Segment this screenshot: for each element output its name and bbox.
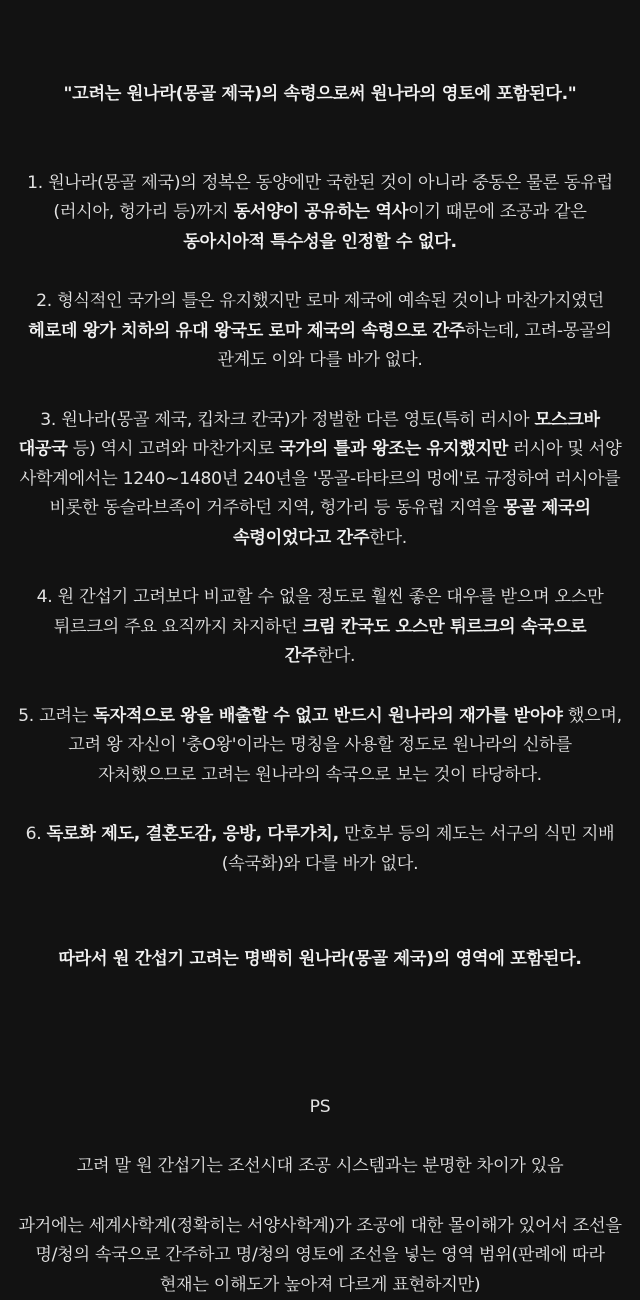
body-text: 1. 원나라(몽골 제국)의 정복은 동양에만 국한된 것이 아니라 중동은 물론 동유럽(러시아, 헝가리 등)까지 [27, 173, 613, 223]
emphasis-text: 독로화 제도, 결혼도감, 응방, 다루가치, [47, 824, 339, 844]
argument-point-2 [18, 287, 622, 376]
body-text: 하는데, 고려-몽골의 관계도 이와 다를 바가 없다. [217, 321, 611, 371]
emphasis-text: 크림 칸국도 오스만 튀르크의 속국으로 간주 [285, 617, 586, 667]
ps-line-2: 과거에는 세계사학계(정확히는 서양사학계)가 조공에 대한 몰이해가 있어서 조선을 명/청의 속국으로 간주하고 명/청의 영토에 조선을 넣는 영역 범위(판례에 따라 현재는 이해도가 높아져 다르게 표현하지만) [18, 1212, 622, 1300]
body-text: 4. 원 간섭기 고려보다 비교할 수 없을 정도로 훨씬 좋은 대우를 받으며 오스만 튀르크의 주요 요직까지 차지하던 [37, 587, 604, 637]
argument-point-5 [18, 702, 622, 791]
body-text: 6. [26, 824, 47, 844]
emphasis-text: 몽골 제국의 속령이었다고 간주 [233, 498, 591, 548]
emphasis-text: 헤로데 왕가 치하의 유대 왕국도 로마 제국의 속령으로 간주 [28, 321, 465, 341]
body-text: 이기 때문에 조공과 같은 [408, 202, 587, 222]
document-body [18, 80, 622, 1300]
body-text: 만호부 등의 제도는 서구의 식민 지배(속국화)와 다를 바가 없다. [222, 824, 615, 874]
argument-point-3 [18, 406, 622, 554]
body-text: 3. 원나라(몽골 제국, 킵차크 칸국)가 정벌한 다른 영토(특히 러시아 [40, 410, 534, 430]
body-text: 등) 역시 고려와 마찬가지로 [68, 439, 280, 459]
conclusion: 따라서 원 간섭기 고려는 명백히 원나라(몽골 제국)의 영역에 포함된다. [18, 945, 622, 975]
emphasis-text: 동서양이 공유하는 역사 [234, 202, 408, 222]
emphasis-text: 모스크바 대공국 [19, 410, 600, 460]
thesis-quote: "고려는 원나라(몽골 제국)의 속령으로써 원나라의 영토에 포함된다." [18, 80, 622, 110]
emphasis-text: 독자적으로 왕을 배출할 수 없고 반드시 원나라의 재가를 받아야 [93, 706, 562, 726]
emphasis-text: 동아시아적 특수성을 인정할 수 없다. [183, 232, 457, 252]
argument-point-6 [18, 820, 622, 879]
body-text: 한다. [317, 646, 355, 666]
emphasis-text: 국가의 틀과 왕조는 유지했지만 [279, 439, 508, 459]
body-text: 러시아 및 서양 사학계에서는 1240~1480년 240년을 '몽골-타타르의 멍에'로 규정하여 러시아를 비롯한 동슬라브족이 거주하던 지역, 헝가리 등 동유럽 지역을 [20, 439, 622, 518]
ps-line-1: 고려 말 원 간섭기는 조선시대 조공 시스템과는 분명한 차이가 있음 [18, 1152, 622, 1182]
argument-point-4 [18, 583, 622, 672]
body-text: 했으며, 고려 왕 자신이 '충O왕'이라는 명칭을 사용할 정도로 원나라의 신하를 자처했으므로 고려는 원나라의 속국으로 보는 것이 타당하다. [68, 706, 622, 785]
argument-point-1 [18, 169, 622, 258]
ps-label: PS [18, 1093, 622, 1123]
argument-list [18, 169, 622, 880]
body-text: 한다. [369, 528, 407, 548]
body-text: 5. 고려는 [18, 706, 93, 726]
body-text: 2. 형식적인 국가의 틀은 유지했지만 로마 제국에 예속된 것이나 마찬가지였던 [36, 291, 604, 311]
